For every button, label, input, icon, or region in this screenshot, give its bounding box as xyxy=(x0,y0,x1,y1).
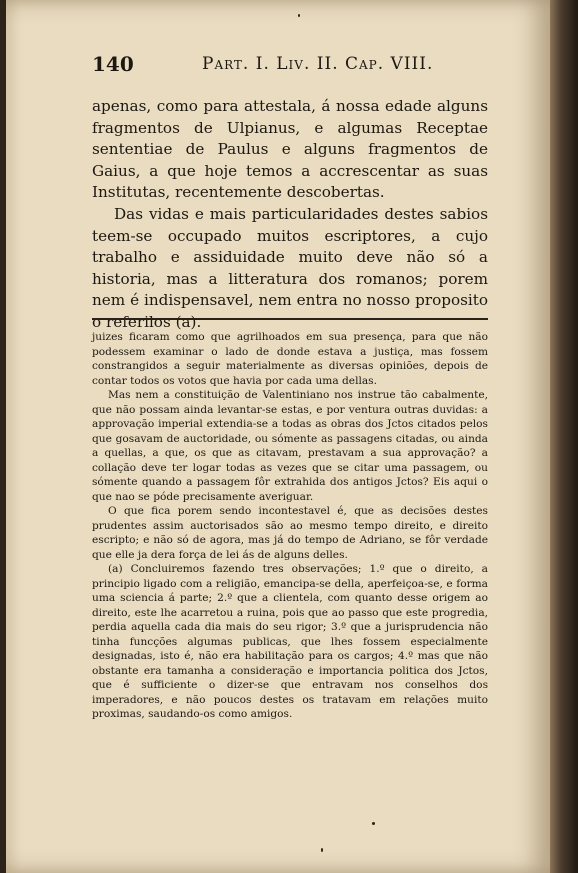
ink-speck xyxy=(321,848,323,852)
chapter-heading: Part. I. Liv. II. Cap. VIII. xyxy=(202,54,434,74)
footnote-separator xyxy=(92,318,488,320)
footnote-paragraph-2: Mas nem a constituição de Valentiniano nos instrue tão cabalmente, que não possam ainda levantar-se estas, e por ventura outras duvidas: a approvação imperial extendia-se a todas as obras dos Jctos citados pelos que gosavam de auctoridade, ou sómente as passagens citadas, ou ainda a quellas, a que, os que as citavam, prestavam a sua approvação? a collação deve ter logar todas as vezes que se citar uma passagem, ou sómente quando a passagem fôr extrahida dos antigos Jctos? Eis aqui o que nao se póde precisamente averiguar. xyxy=(92,389,488,503)
running-head xyxy=(92,52,502,78)
main-paragraph-1: apenas, como para attestala, á nossa edade alguns fragmentos de Ulpianus, e algumas Receptae sententiae de Paulus e alguns fragmentos de Gaius, a que hoje temos a accrescentar as suas Institutas, recentemente descobertas. xyxy=(92,97,488,202)
footnote-a: (a) Concluiremos fazendo tres observações; 1.º que o direito, a principio ligado com a religião, emancipa-se della, aperfeiçoa-se, e forma uma sciencia á parte; 2.º que a clientela, com quanto desse origem ao direito, este lhe acarretou a ruina, pois que ao passo que este progredia, perdia aquella cada dia mais do seu rigor; 3.º que a jurisprudencia não tinha funcções algumas publicas, que lhes fossem especialmente designadas, isto é, não era habilitação para os cargos; 4.º mas que não obstante era tamanha a consideração e importancia politica dos Jctos, que é sufficiente o dizer-se que entravam nos conselhos dos imperadores, e não poucos destes os tratavam em relações muito proximas, saudando-os como amigos. xyxy=(92,563,488,720)
page-number: 140 xyxy=(92,52,134,76)
footnotes xyxy=(92,330,488,722)
book-gutter xyxy=(550,0,578,873)
main-text xyxy=(92,96,488,334)
main-paragraph-2: Das vidas e mais particularidades destes sabios teem-se occupado muitos escriptores, a cujo trabalho e assiduidade muito deve não só a historia, mas a litteratura dos romanos; porem nem é indispensavel, nem entra no nosso proposito o referilos (a). xyxy=(92,204,488,331)
footnote-paragraph-3: O que fica porem sendo incontestavel é, que as decisões destes prudentes assim auctorisados são ao mesmo tempo direito, e direito escripto; e não só de agora, mas já do tempo de Adriano, se fôr verdade que elle ja dera força de lei ás de alguns delles. xyxy=(92,505,488,561)
ink-speck xyxy=(298,14,300,17)
ink-speck xyxy=(372,822,375,825)
footnote-continuation: juizes ficaram como que agrilhoados em sua presença, para que não podessem examinar o lado de donde estava a justiça, mas fossem constrangidos a seguir materialmente as diversas opiniões, depois de contar todos os votos que havia por cada uma dellas. xyxy=(92,331,488,387)
